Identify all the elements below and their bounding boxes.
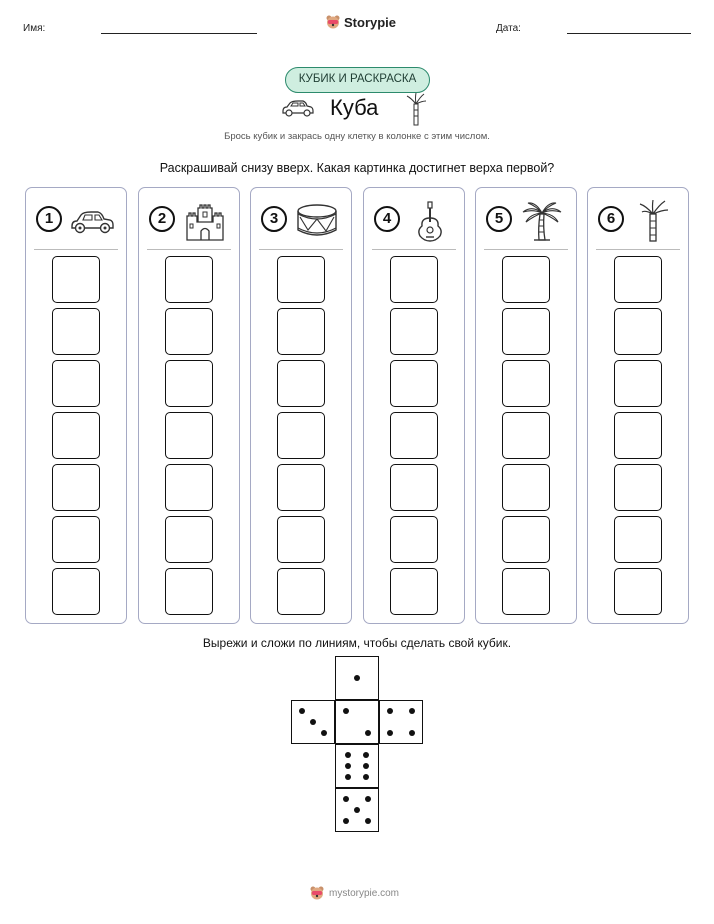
column-divider xyxy=(34,249,118,250)
cut-instruction: Вырежи и сложи по линиям, чтобы сделать свой кубик. xyxy=(202,636,512,650)
die-pip xyxy=(363,752,369,758)
palm-tree-icon xyxy=(518,200,566,242)
car-icon xyxy=(68,200,116,242)
coloring-cell[interactable] xyxy=(52,516,100,563)
coloring-cell[interactable] xyxy=(614,516,662,563)
coloring-cell[interactable] xyxy=(52,360,100,407)
die-face-6 xyxy=(335,744,379,788)
brand-name: Storypie xyxy=(344,14,397,30)
column-number: 4 xyxy=(374,206,400,232)
column-divider xyxy=(596,249,680,250)
coloring-cell[interactable] xyxy=(165,308,213,355)
coloring-cell[interactable] xyxy=(277,516,325,563)
instruction: Раскрашивай снизу вверх. Какая картинка достигнет верха первой? xyxy=(159,161,555,175)
brand xyxy=(325,14,396,30)
castle-icon xyxy=(181,200,229,242)
coloring-cell[interactable] xyxy=(52,464,100,511)
die-face-5 xyxy=(335,788,379,832)
coloring-cell[interactable] xyxy=(502,568,550,615)
coloring-cells xyxy=(52,256,100,620)
die-pip xyxy=(343,708,349,714)
column-number: 2 xyxy=(149,206,175,232)
die-pip xyxy=(321,730,327,736)
die-pip xyxy=(345,763,351,769)
name-line xyxy=(101,33,257,34)
coloring-cell[interactable] xyxy=(390,516,438,563)
coloring-cell[interactable] xyxy=(390,308,438,355)
coloring-cell[interactable] xyxy=(502,412,550,459)
coloring-cells xyxy=(614,256,662,620)
column-2 xyxy=(138,187,240,624)
coloring-cell[interactable] xyxy=(165,360,213,407)
coloring-cell[interactable] xyxy=(502,516,550,563)
date-label: Дата: xyxy=(496,23,521,34)
sugarcane-icon xyxy=(405,92,427,126)
coloring-cell[interactable] xyxy=(165,256,213,303)
coloring-cell[interactable] xyxy=(165,568,213,615)
coloring-cell[interactable] xyxy=(277,568,325,615)
coloring-cell[interactable] xyxy=(277,412,325,459)
coloring-cell[interactable] xyxy=(390,464,438,511)
column-number: 5 xyxy=(486,206,512,232)
column-4 xyxy=(363,187,465,624)
die-pip xyxy=(387,708,393,714)
die-pip xyxy=(345,752,351,758)
die-face-4 xyxy=(379,700,423,744)
coloring-cell[interactable] xyxy=(614,568,662,615)
activity-badge: КУБИК И РАСКРАСКА xyxy=(285,67,430,93)
footer-url: mystorypie.com xyxy=(329,887,400,899)
die-pip xyxy=(345,774,351,780)
column-divider xyxy=(147,249,231,250)
title-block xyxy=(280,92,430,128)
coloring-cell[interactable] xyxy=(614,256,662,303)
column-3 xyxy=(250,187,352,624)
coloring-cell[interactable] xyxy=(614,464,662,511)
coloring-cell[interactable] xyxy=(277,308,325,355)
coloring-cell[interactable] xyxy=(277,256,325,303)
coloring-cell[interactable] xyxy=(165,516,213,563)
coloring-cell[interactable] xyxy=(502,360,550,407)
coloring-cell[interactable] xyxy=(165,464,213,511)
die-pip xyxy=(363,774,369,780)
die-face-1 xyxy=(335,656,379,700)
column-number: 3 xyxy=(261,206,287,232)
die-pip xyxy=(387,730,393,736)
die-face-2 xyxy=(335,700,379,744)
die-pip xyxy=(343,796,349,802)
die-pip xyxy=(310,719,316,725)
coloring-cell[interactable] xyxy=(614,308,662,355)
coloring-cell[interactable] xyxy=(390,412,438,459)
coloring-cell[interactable] xyxy=(277,464,325,511)
coloring-cell[interactable] xyxy=(502,256,550,303)
coloring-cell[interactable] xyxy=(390,360,438,407)
die-pip xyxy=(365,730,371,736)
drum-icon xyxy=(293,200,341,242)
coloring-cells xyxy=(502,256,550,620)
coloring-cells xyxy=(165,256,213,620)
die-pip xyxy=(409,708,415,714)
die-pip xyxy=(343,818,349,824)
die-pip xyxy=(299,708,305,714)
coloring-cell[interactable] xyxy=(52,568,100,615)
guitar-icon xyxy=(406,200,454,242)
column-divider xyxy=(372,249,456,250)
column-number: 6 xyxy=(598,206,624,232)
coloring-cell[interactable] xyxy=(52,308,100,355)
die-pip xyxy=(365,818,371,824)
column-6 xyxy=(587,187,689,624)
die-pip xyxy=(354,675,360,681)
name-label: Имя: xyxy=(23,23,46,34)
bear-logo-icon xyxy=(309,885,325,901)
coloring-cells xyxy=(390,256,438,620)
page-title: Куба xyxy=(330,95,379,120)
coloring-cell[interactable] xyxy=(502,464,550,511)
coloring-cell[interactable] xyxy=(52,256,100,303)
coloring-cell[interactable] xyxy=(502,308,550,355)
car-icon xyxy=(280,97,314,119)
subtitle: Брось кубик и закрась одну клетку в колонке с этим числом. xyxy=(224,131,490,142)
coloring-cell[interactable] xyxy=(277,360,325,407)
die-pip xyxy=(365,796,371,802)
die-pip xyxy=(363,763,369,769)
column-divider xyxy=(259,249,343,250)
coloring-cell[interactable] xyxy=(52,412,100,459)
die-pip xyxy=(409,730,415,736)
column-divider xyxy=(484,249,568,250)
coloring-cell[interactable] xyxy=(390,568,438,615)
coloring-cell[interactable] xyxy=(165,412,213,459)
worksheet-header xyxy=(0,14,714,44)
footer xyxy=(309,885,399,901)
column-1 xyxy=(25,187,127,624)
sugarcane-icon xyxy=(630,200,678,242)
coloring-cell[interactable] xyxy=(390,256,438,303)
coloring-cell[interactable] xyxy=(614,412,662,459)
die-face-3 xyxy=(291,700,335,744)
coloring-cells xyxy=(277,256,325,620)
die-pip xyxy=(354,807,360,813)
coloring-cell[interactable] xyxy=(614,360,662,407)
column-5 xyxy=(475,187,577,624)
date-line xyxy=(567,33,691,34)
column-number: 1 xyxy=(36,206,62,232)
bear-logo-icon xyxy=(325,14,341,30)
